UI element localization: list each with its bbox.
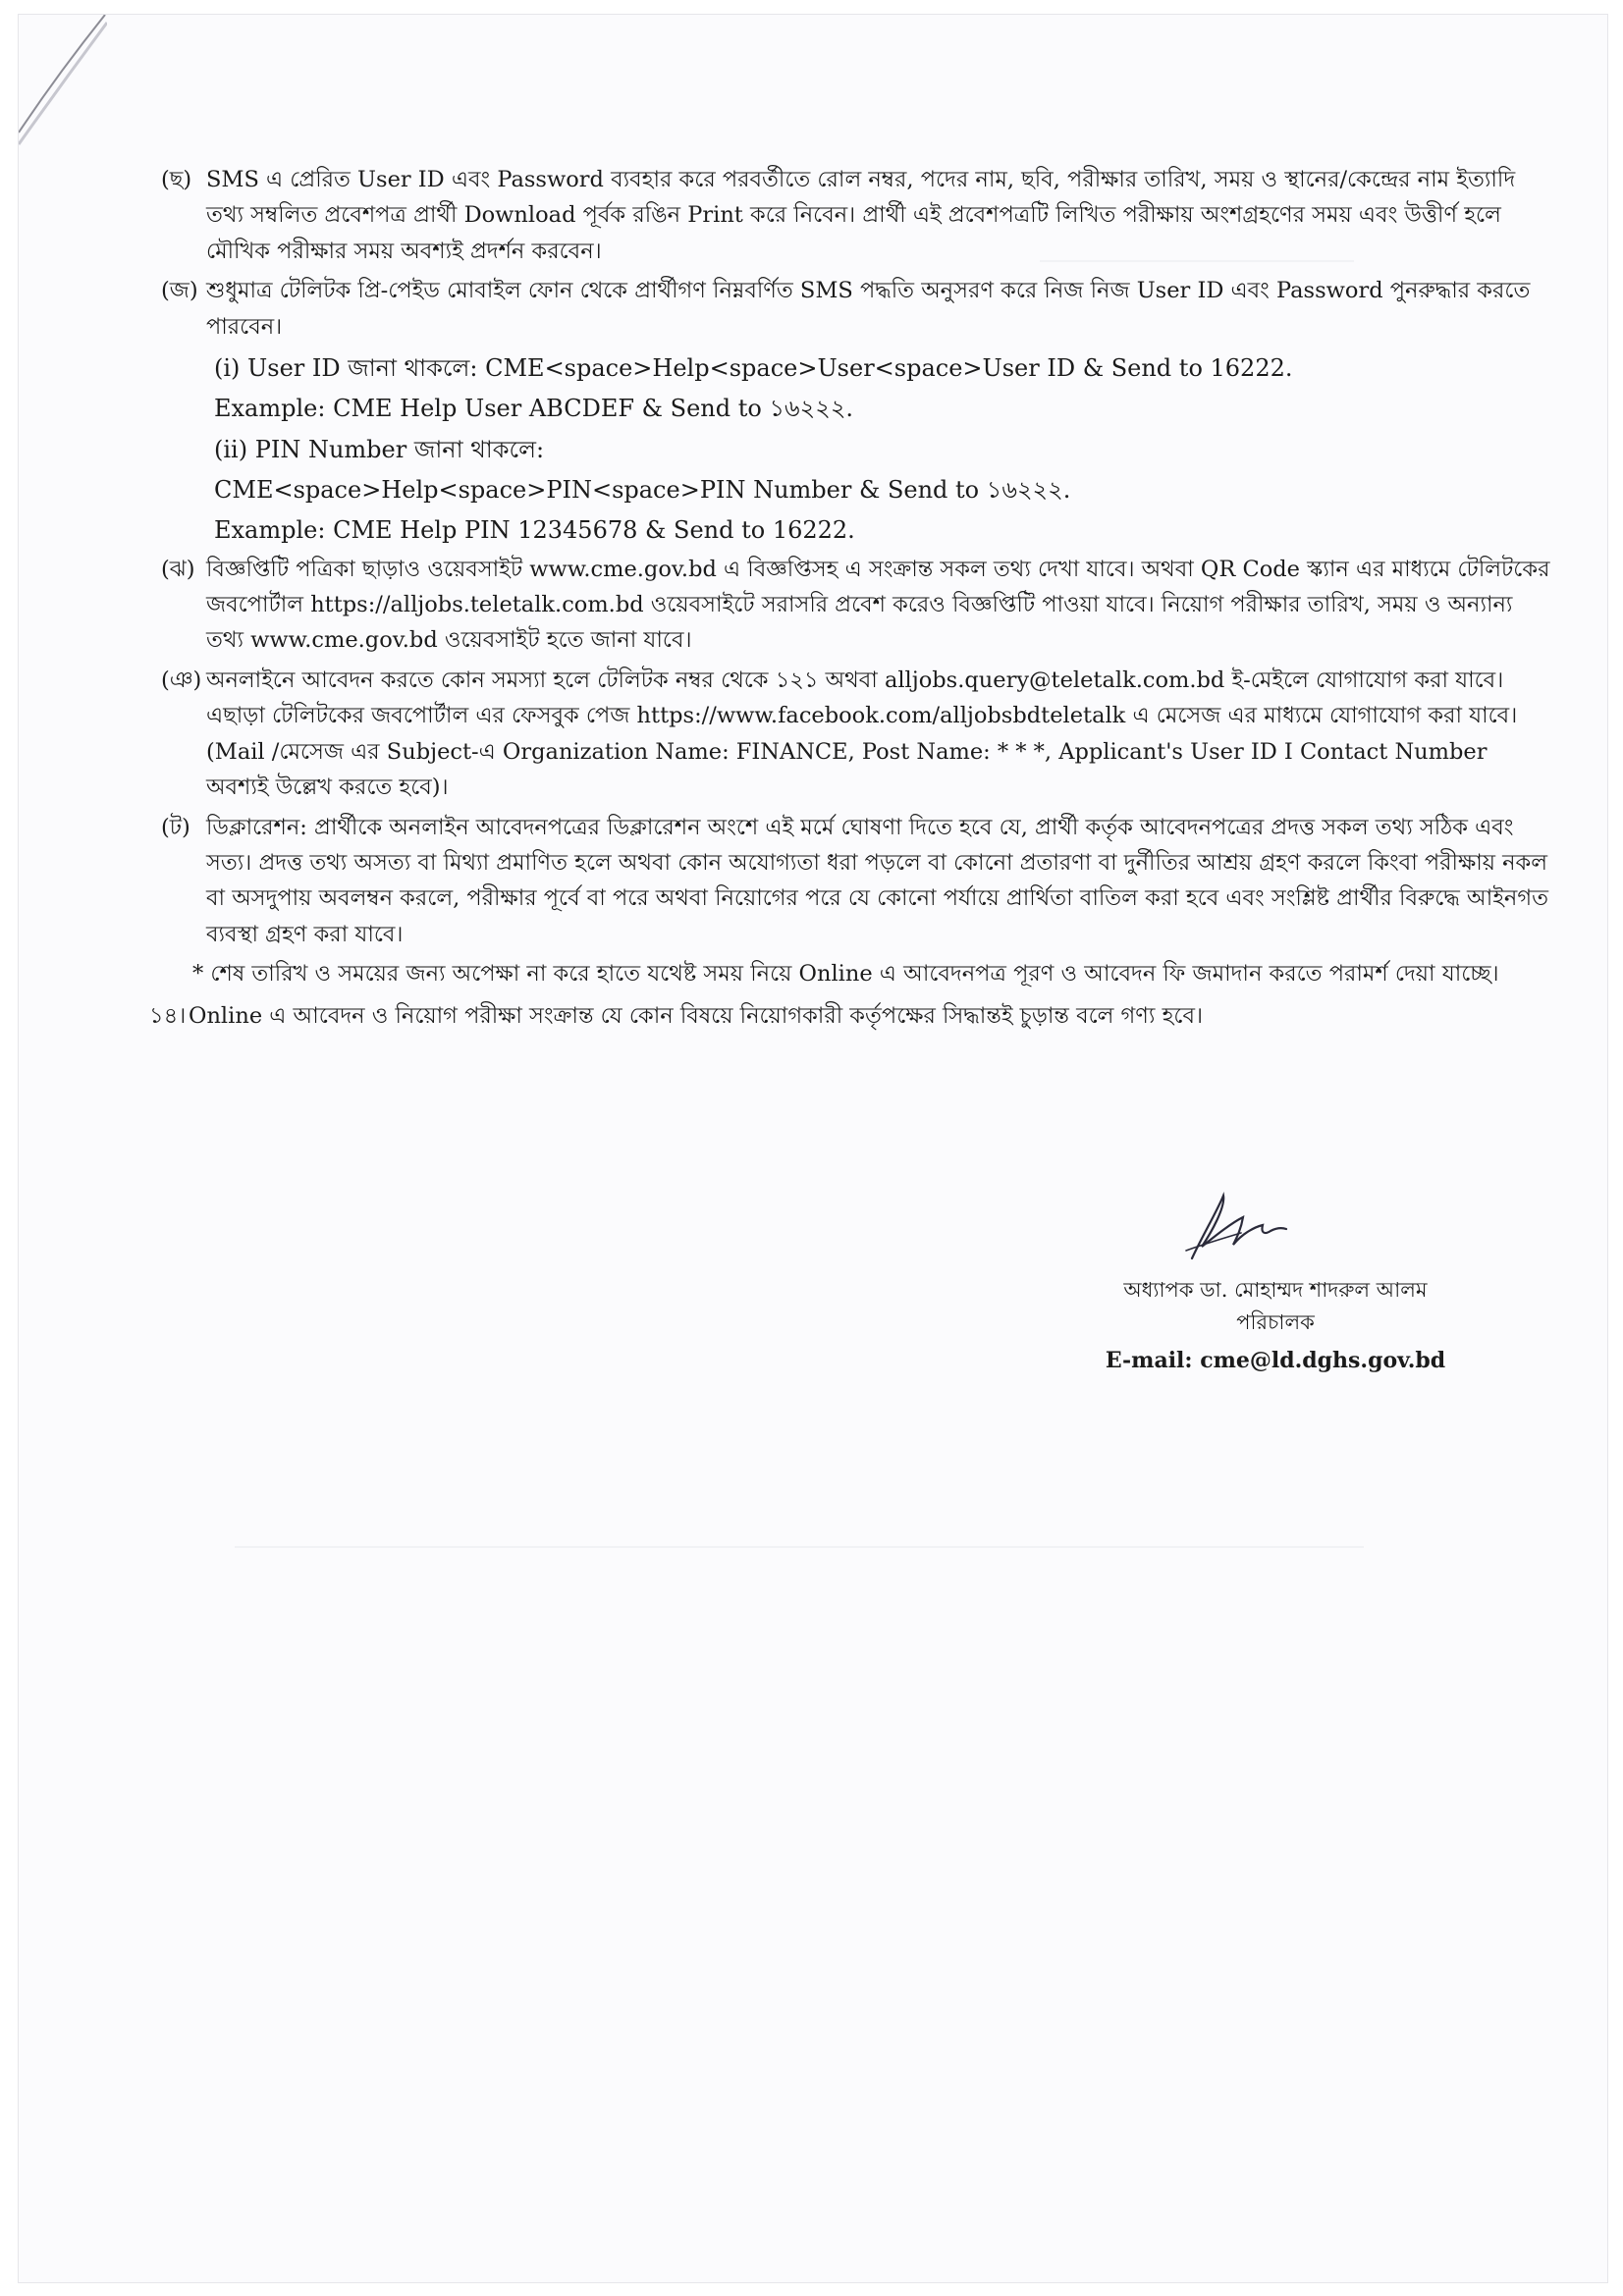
clause-text: বিজ্ঞপ্তিটি পত্রিকা ছাড়াও ওয়েবসাইট www.cme.gov.bd এ বিজ্ঞপ্তিসহ এ সংক্রান্ত সকল তথ্য দেখা যাবে। অথবা QR Code স্ক্যান এর মাধ্যমে টেলিটকের জবপোর্টাল https://alljobs.teletalk.com.bd ওয়েবসাইটে সরাসরি প্রবেশ করেও বিজ্ঞপ্তিটি পাওয়া যাবে। নিয়োগ পরীক্ষার তারিখ, সময় ও অন্যান্য তথ্য www.cme.gov.bd ওয়েবসাইট হতে জানা যাবে।	[206, 556, 1550, 654]
signature-block	[1079, 1188, 1472, 1377]
clause-ta	[161, 810, 1555, 953]
clause-text: অনলাইনে আবেদন করতে কোন সমস্যা হলে টেলিটক নম্বর থেকে ১২১ অথবা alljobs.query@teletalk.com.bd ই-মেইলে যোগাযোগ করা যাবে। এছাড়া টেলিটকের জবপোর্টাল এর ফেসবুক পেজ https://www.facebook.com/alljobsbdteletalk এ মেসেজ এর মাধ্যমে যোগাযোগ করা যাবে। (Mail /মেসেজ এর Subject-এ Organization Name: FINANCE, Post Name: * * *, Applicant's User ID I Contact Number অবশ্যই উল্লেখ করতে হবে)।	[206, 667, 1518, 801]
bleed-through-decoration-2	[235, 1546, 1364, 1803]
sms-instruction-line: CME<space>Help<space>PIN<space>PIN Number & Send to ১৬২২২.	[214, 475, 1071, 504]
document-page	[18, 14, 1608, 2283]
paper-fold-mark	[19, 15, 107, 201]
handwritten-signature	[1172, 1188, 1290, 1266]
clause-text: SMS এ প্রেরিত User ID এবং Password ব্যবহার করে পরবর্তীতে রোল নম্বর, পদের নাম, ছবি, পরীক্ষার তারিখ, সময় ও স্থানের/কেন্দ্রের নাম ইত্যাদি তথ্য সম্বলিত প্রবেশপত্র প্রার্থী Download পূর্বক রঙিন Print করে নিবেন। প্রার্থী এই প্রবেশপত্রটি লিখিত পরীক্ষায় অংশগ্রহণের সময় এবং উত্তীর্ণ হলে মৌখিক পরীক্ষার সময় অবশ্যই প্রদর্শন করবেন।	[206, 167, 1516, 264]
clause-14	[149, 998, 1555, 1034]
clause-text: ডিক্লারেশন: প্রার্থীকে অনলাইন আবেদনপত্রের ডিক্লারেশন অংশে এই মর্মে ঘোষণা দিতে হবে যে, প্রার্থী কর্তৃক আবেদনপত্রের প্রদত্ত সকল তথ্য সঠিক এবং সত্য। প্রদত্ত তথ্য অসত্য বা মিথ্যা প্রমাণিত হলে অথবা কোন অযোগ্যতা ধরা পড়লে বা কোনো প্রতারণা বা দুর্নীতির আশ্রয় গ্রহণ করলে কিংবা পরীক্ষায় নকল বা অসদুপায় অবলম্বন করলে, পরীক্ষার পূর্বে বা পরে অথবা নিয়োগের পরে যে কোনো পর্যায়ে প্রার্থিতা বাতিল করা হবে এবং সংশ্লিষ্ট প্রার্থীর বিরুদ্ধে আইনগত ব্যবস্থা গ্রহণ করা যাবে।	[206, 814, 1548, 947]
sms-instructions	[161, 348, 1555, 551]
clause-jha	[161, 552, 1555, 659]
clause-nya	[161, 663, 1555, 806]
clause-ja	[161, 273, 1555, 345]
clause-text: শুধুমাত্র টেলিটক প্রি-পেইড মোবাইল ফোন থেকে প্রার্থীগণ নিম্নবর্ণিত SMS পদ্ধতি অনুসরণ করে নিজ নিজ User ID এবং Password পুনরুদ্ধার করতে পারবেন।	[206, 278, 1531, 340]
advice-note: * শেষ তারিখ ও সময়ের জন্য অপেক্ষা না করে হাতে যথেষ্ট সময় নিয়ে Online এ আবেদনপত্র পূরণ ও আবেদন ফি জমাদান করতে পরামর্শ দেয়া যাচ্ছে।	[192, 961, 1499, 988]
clause-marker: ১৪।	[149, 1002, 187, 1029]
signatory-name: অধ্যাপক ডা. মোহাম্মদ শাদরুল আলম	[1123, 1278, 1428, 1302]
clause-text: Online এ আবেদন ও নিয়োগ পরীক্ষা সংক্রান্ত যে কোন বিষয়ে নিয়োগকারী কর্তৃপক্ষের সিদ্ধান্তই চুড়ান্ত বলে গণ্য হবে।	[189, 1002, 1204, 1029]
clause-marker: (ঝ)	[161, 556, 195, 582]
signatory-email: E-mail: cme@ld.dghs.gov.bd	[1105, 1348, 1446, 1374]
clause-marker: (ঞ)	[161, 667, 202, 693]
sms-instruction-line: Example: CME Help User ABCDEF & Send to ১৬২২২.	[214, 395, 854, 423]
sms-instruction-line: Example: CME Help PIN 12345678 & Send to 16222.	[214, 516, 855, 545]
clause-marker: (ট)	[161, 814, 190, 840]
clause-marker: (ছ)	[161, 167, 192, 192]
clause-marker: (জ)	[161, 278, 198, 304]
document-body	[149, 162, 1555, 1034]
signatory-designation: পরিচালক	[1236, 1309, 1315, 1334]
sms-instruction-line: (i) User ID জানা থাকলে: CME<space>Help<space>User<space>User ID & Send to 16222.	[214, 354, 1293, 383]
sms-instruction-line: (ii) PIN Number জানা থাকলে:	[214, 435, 545, 463]
clause-chha	[161, 162, 1555, 269]
